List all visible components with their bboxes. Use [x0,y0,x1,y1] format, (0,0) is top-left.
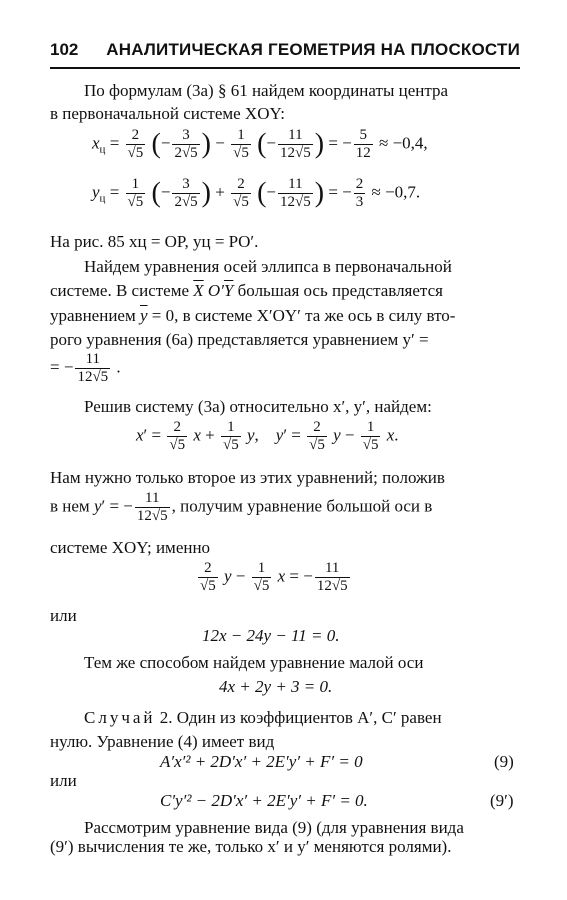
p2-line5: = − $\frac{11}{12√5}$ . [50,351,121,385]
equation-9-prime: C′y′² − 2D′x′ + 2E′y′ + F′ = 0. [160,791,368,810]
p2-line2: системе. В системе $\overline{X}$ $O'\overline{Y}$ большая ось представляется [50,281,443,300]
equation-xc: $x_ц$ = $\frac{2}{√5}$ (− $\frac{3}{2√5}$ ) − $\frac{1}{√5}$ (− $\frac{11}{12√5}$ ) = − $\frac{5}{12}$ ≈ −0,4, [92,127,428,161]
equation-yc: $y_ц$ = $\frac{1}{√5}$ (− $\frac{3}{2√5}$ ) + $\frac{2}{√5}$ (− $\frac{11}{12√5}$ ) = − $\frac{2}{3}$ ≈ −0,7. [92,176,421,210]
equation-major-axis: 12x − 24y − 11 = 0. [202,626,340,645]
p6-line2: нулю. Уравнение (4) имеет вид [50,732,275,751]
equation-9: A′x′² + 2D′x′ + 2E′y′ + F′ = 0 [160,752,363,771]
running-header [50,40,520,66]
p1-line1: По формулам (3а) § 61 найдем координаты центра [84,81,449,100]
p7-line1: Рассмотрим уравнение вида (9) (для уравнения вида [84,818,464,837]
p7-line2: (9′) вычисления те же, только x′ и y′ меняются ролями). [50,837,452,856]
p4-line1: Нам нужно только второе из этих уравнений; положив [50,468,445,487]
p4-line3: системе XOY; именно [50,538,211,557]
equation-9-prime-tag: (9′) [490,791,514,810]
p6-line1: Случай 2. Один из коэффициентов A′, C′ равен [84,708,442,727]
p2-line4: рого уравнения (6а) представляется уравнением y′ = [50,330,429,349]
equation-9-tag: (9) [494,752,514,771]
equation-axis: $\frac{2}{√5}$ y − $\frac{1}{√5}$ x = − $\frac{11}{12√5}$ [200,560,348,594]
equation-xy-prime: x′ = $\frac{2}{√5}$ x + $\frac{1}{√5}$ y, y′ = $\frac{2}{√5}$ y − $\frac{1}{√5}$ x. [136,419,399,453]
p2-line3: уравнением $\overline{y} = 0$, в системе X′OY′ та же ось в силу вто- [50,306,456,325]
header-rule [50,67,520,69]
p1-line2: в первоначальной системе XOY: [50,104,285,123]
equation-minor-axis: 4x + 2y + 3 = 0. [219,677,333,696]
or-1: или [50,606,77,625]
p2-line1: Найдем уравнения осей эллипса в первоначальной [84,257,452,276]
page-number: 102 [50,40,79,59]
p4-line2: в нем y′ = − $\frac{11}{12√5}$ , получим уравнение большой оси в [50,490,433,524]
p3-line1: Решив систему (3а) относительно x′, y′, найдем: [84,397,432,416]
or-2: или [50,771,77,790]
p5: Тем же способом найдем уравнение малой оси [84,653,424,672]
header-title: АНАЛИТИЧЕСКАЯ ГЕОМЕТРИЯ НА ПЛОСКОСТИ [106,40,520,59]
figure-reference: На рис. 85 xц = OP, yц = PO′. [50,232,259,251]
